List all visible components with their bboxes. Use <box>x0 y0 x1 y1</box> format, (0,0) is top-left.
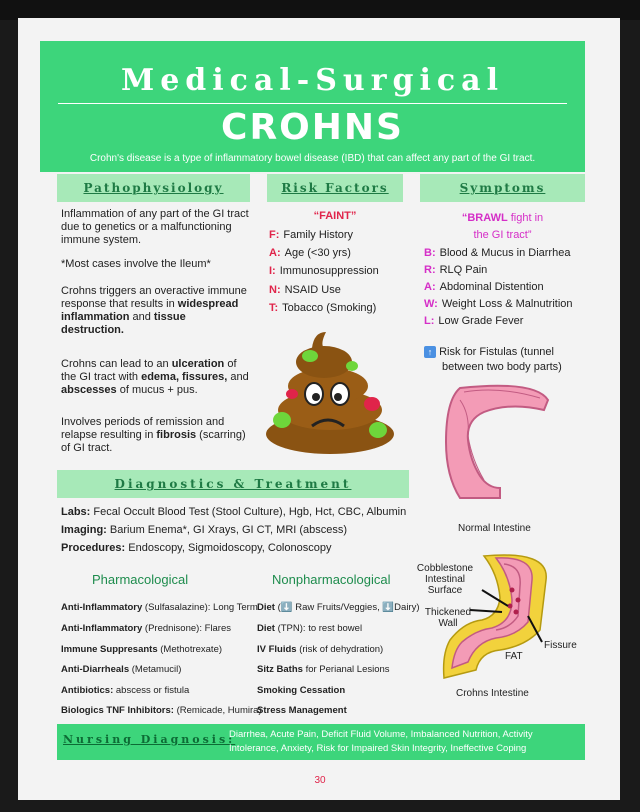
header-banner <box>40 41 585 172</box>
labs-line: Labs: Fecal Occult Blood Test (Stool Culture), Hgb, Hct, CBC, Albumin <box>61 506 407 518</box>
page-subtitle: CROHNS <box>221 107 404 148</box>
nonpharmacological-heading: Nonpharmacological <box>272 572 391 587</box>
nursing-diagnosis-bar <box>57 724 585 760</box>
patho-paragraph-4: Crohns can lead to an ulceration of the GI tract with edema, fissures, and abscesses of mucus + pus. <box>61 358 249 396</box>
risk-item: A: Age (<30 yrs) <box>269 247 351 259</box>
nonpharm-item: Sitz Baths for Perianal Lesions <box>257 664 390 675</box>
diagnostics-heading: Diagnostics & Treatment <box>57 470 409 498</box>
arrow-up-icon: ↑ <box>424 346 436 358</box>
normal-intestine-illustration <box>440 380 555 520</box>
patho-paragraph-1: Inflammation of any part of the GI tract due to genetics or a malfunctioning immune system. <box>61 208 249 246</box>
nursing-diagnosis-text: Diarrhea, Acute Pain, Deficit Fluid Volume, Imbalanced Nutrition, Activity Intolerance, Anxiety, Risk for Impaired Skin Integrity, Ineffective Coping <box>229 729 533 754</box>
nursing-diagnosis-heading: Nursing Diagnosis: <box>63 733 236 746</box>
nonpharm-item: Stress Management <box>257 705 347 716</box>
brawl-mnemonic: “BRAWL fight in the GI tract” <box>461 212 544 241</box>
patho-paragraph-2: *Most cases involve the Ileum* <box>61 258 211 270</box>
thickened-wall-label: Thickened Wall <box>424 607 472 629</box>
pharmacological-heading: Pharmacological <box>92 572 189 587</box>
pharm-item: Anti-Inflammatory (Prednisone): Flares <box>61 623 231 634</box>
fissure-label: Fissure <box>544 640 577 651</box>
symptom-item: A: Abdominal Distention <box>424 281 544 293</box>
crohns-intestine-label: Crohns Intestine <box>456 688 529 699</box>
fat-label: FAT <box>505 651 523 662</box>
imaging-line: Imaging: Barium Enema*, GI Xrays, GI CT, MRI (abscess) <box>61 524 348 536</box>
symptom-item: L: Low Grade Fever <box>424 315 524 327</box>
symptom-item: R: RLQ Pain <box>424 264 488 276</box>
risk-item: N: NSAID Use <box>269 284 341 296</box>
pathophysiology-heading: Pathophysiology <box>57 174 250 202</box>
patho-paragraph-5: Involves periods of remission and relapse resulting in fibrosis (scarring) of GI tract. <box>61 416 246 454</box>
poop-illustration <box>262 330 398 456</box>
page-description: Crohn's disease is a type of inflammatory bowel disease (IBD) that can affect any part of the GI tract. <box>89 153 536 164</box>
pharm-item: Anti-Diarrheals (Metamucil) <box>61 664 182 675</box>
pharm-item: Biologics TNF Inhibitors: (Remicade, Humira) <box>61 705 262 716</box>
risk-item: F: Family History <box>269 229 354 241</box>
nonpharm-item: Smoking Cessation <box>257 685 346 696</box>
nonpharm-item: Diet (TPN): to rest bowel <box>257 623 363 634</box>
procedures-line: Procedures: Endoscopy, Sigmoidoscopy, Colonoscopy <box>61 542 332 554</box>
symptoms-heading: Symptoms <box>420 174 585 202</box>
fistula-note: ↑ Risk for Fistulas (tunnel between two body parts) <box>424 345 589 375</box>
pharm-item: Antibiotics: abscess or fistula <box>61 685 190 696</box>
pharm-item: Anti-Inflammatory (Sulfasalazine): Long Term <box>61 602 258 613</box>
risk-item: T: Tobacco (Smoking) <box>269 302 377 314</box>
pharm-item: Immune Suppresants (Methotrexate) <box>61 644 223 655</box>
risk-factors-heading: Risk Factors <box>267 174 403 202</box>
normal-intestine-label: Normal Intestine <box>458 523 531 534</box>
nonpharm-item: Diet (⬇️ Raw Fruits/Veggies, ⬇️Dairy) <box>257 602 420 613</box>
page-title: Medical-Surgical <box>121 63 504 98</box>
symptom-item: B: Blood & Mucus in Diarrhea <box>424 247 571 259</box>
page-number: 30 <box>314 775 326 786</box>
background-strip <box>0 0 640 20</box>
patho-paragraph-3: Crohns triggers an overactive immune response that results in widespread inflammation and tissue destruction. <box>61 285 247 336</box>
nonpharm-item: IV Fluids (risk of dehydration) <box>257 644 384 655</box>
risk-item: I: Immunosuppression <box>269 265 379 277</box>
symptom-item: W: Weight Loss & Malnutrition <box>424 298 573 310</box>
header-divider <box>58 103 567 104</box>
faint-mnemonic: “FAINT” <box>313 210 357 222</box>
cobblestone-label: Cobblestone Intestinal Surface <box>416 563 474 596</box>
